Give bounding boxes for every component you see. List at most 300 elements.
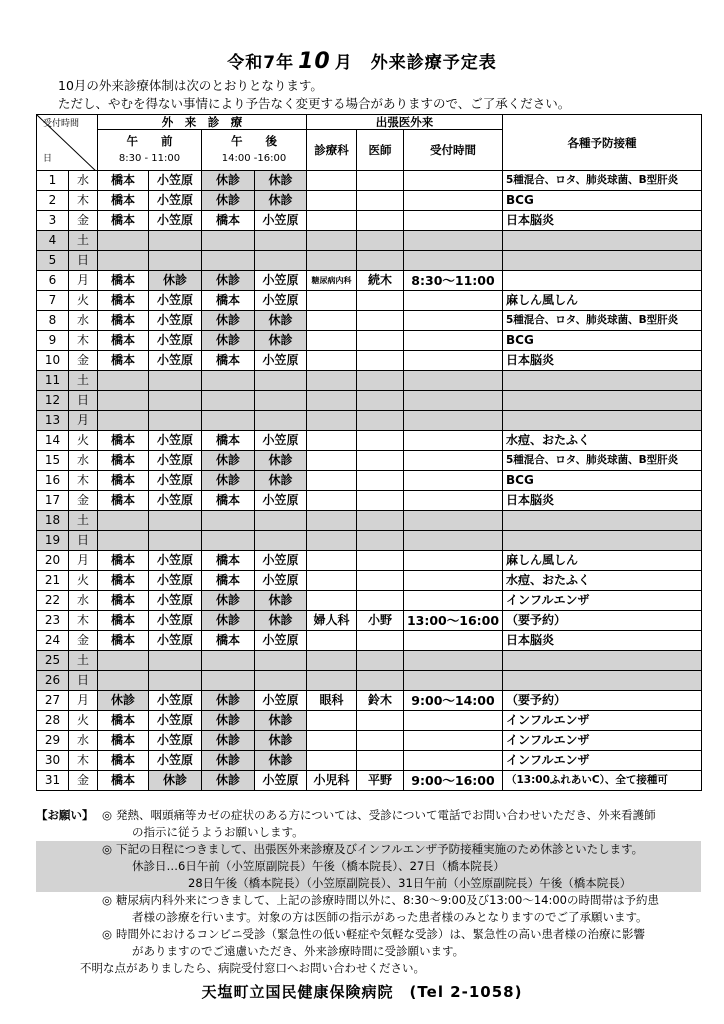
- header-am-time: 8:30 - 11:00: [118, 153, 181, 164]
- clinic-p1-cell: 橋本: [202, 551, 255, 571]
- table-row: [37, 671, 702, 691]
- clinic-a1-cell: 橋本: [98, 191, 149, 211]
- time-cell: [404, 431, 503, 451]
- clinic-a2-cell: [149, 671, 202, 691]
- vaccine-cell: （13:00ふれあいC）、全て接種可: [503, 771, 702, 791]
- doctor-cell: [357, 171, 404, 191]
- clinic-a2-cell: 小笠原: [149, 211, 202, 231]
- dept-cell: [307, 311, 357, 331]
- doctor-cell: [357, 451, 404, 471]
- dept-cell: [307, 331, 357, 351]
- dept-cell: [307, 731, 357, 751]
- vaccine-cell: 日本脳炎: [503, 491, 702, 511]
- clinic-p2-cell: [255, 411, 307, 431]
- clinic-p1-cell: [202, 511, 255, 531]
- note-3-line-1: 糖尿病内科外来につきまして、上記の診療時間以外に、8:30～9:00及び13:00～14:00の時間帯は予約患: [116, 893, 659, 907]
- table-row: [37, 171, 702, 191]
- clinic-a1-cell: 橋本: [98, 311, 149, 331]
- time-cell: [404, 671, 503, 691]
- clinic-p2-cell: 小笠原: [255, 211, 307, 231]
- vaccine-cell: インフルエンザ: [503, 711, 702, 731]
- clinic-a2-cell: [149, 371, 202, 391]
- doctor-cell: [357, 751, 404, 771]
- clinic-a1-cell: [98, 391, 149, 411]
- clinic-p1-cell: 休診: [202, 171, 255, 191]
- clinic-a1-cell: [98, 531, 149, 551]
- clinic-a1-cell: 橋本: [98, 171, 149, 191]
- weekday-cell: 水: [69, 591, 98, 611]
- weekday-cell: 木: [69, 611, 98, 631]
- time-cell: [404, 411, 503, 431]
- intro-line-1: 10月の外来診療体制は次のとおりとなります。: [58, 78, 323, 93]
- dept-cell: [307, 371, 357, 391]
- clinic-a1-cell: 橋本: [98, 351, 149, 371]
- time-cell: [404, 211, 503, 231]
- clinic-a2-cell: 小笠原: [149, 711, 202, 731]
- time-cell: [404, 491, 503, 511]
- dept-cell: [307, 711, 357, 731]
- table-row: [37, 691, 702, 711]
- time-cell: 13:00～16:00: [404, 611, 503, 631]
- table-row: [37, 511, 702, 531]
- table-row: [37, 391, 702, 411]
- doctor-cell: [357, 711, 404, 731]
- doctor-cell: [357, 671, 404, 691]
- doctor-cell: 続木: [357, 271, 404, 291]
- dept-cell: [307, 411, 357, 431]
- doctor-cell: [357, 551, 404, 571]
- clinic-p2-cell: 小笠原: [255, 571, 307, 591]
- clinic-p1-cell: [202, 531, 255, 551]
- day-cell: 24: [37, 631, 69, 651]
- time-cell: [404, 191, 503, 211]
- day-cell: 21: [37, 571, 69, 591]
- time-cell: [404, 571, 503, 591]
- table-row: [37, 271, 702, 291]
- clinic-p2-cell: [255, 391, 307, 411]
- clinic-a1-cell: 橋本: [98, 431, 149, 451]
- clinic-a2-cell: 小笠原: [149, 431, 202, 451]
- clinic-p1-cell: [202, 371, 255, 391]
- day-cell: 5: [37, 251, 69, 271]
- weekday-cell: 金: [69, 631, 98, 651]
- doctor-cell: 鈴木: [357, 691, 404, 711]
- schedule-table: [36, 114, 702, 791]
- weekday-cell: 月: [69, 411, 98, 431]
- clinic-a1-cell: 橋本: [98, 571, 149, 591]
- weekday-cell: 金: [69, 211, 98, 231]
- header-am-label: 午 前: [126, 134, 173, 148]
- day-cell: 8: [37, 311, 69, 331]
- vaccine-cell: [503, 511, 702, 531]
- time-cell: [404, 471, 503, 491]
- clinic-a1-cell: [98, 251, 149, 271]
- clinic-p1-cell: 橋本: [202, 211, 255, 231]
- time-cell: 8:30～11:00: [404, 271, 503, 291]
- dept-cell: [307, 491, 357, 511]
- clinic-a1-cell: 橋本: [98, 211, 149, 231]
- table-row: [37, 331, 702, 351]
- note-3: [36, 892, 701, 926]
- clinic-p1-cell: [202, 391, 255, 411]
- day-cell: 13: [37, 411, 69, 431]
- weekday-cell: 火: [69, 711, 98, 731]
- corner-bottom-label: 日: [43, 154, 53, 164]
- clinic-a1-cell: [98, 231, 149, 251]
- dept-cell: [307, 391, 357, 411]
- time-cell: [404, 391, 503, 411]
- clinic-a1-cell: 橋本: [98, 611, 149, 631]
- day-cell: 15: [37, 451, 69, 471]
- dept-cell: [307, 191, 357, 211]
- dept-cell: [307, 631, 357, 651]
- dept-cell: [307, 211, 357, 231]
- day-cell: 14: [37, 431, 69, 451]
- table-row: [37, 311, 702, 331]
- doctor-cell: [357, 211, 404, 231]
- vaccine-cell: インフルエンザ: [503, 731, 702, 751]
- clinic-p1-cell: 休診: [202, 591, 255, 611]
- doctor-cell: [357, 511, 404, 531]
- clinic-p2-cell: 小笠原: [255, 771, 307, 791]
- vaccine-cell: 日本脳炎: [503, 351, 702, 371]
- clinic-a2-cell: 小笠原: [149, 311, 202, 331]
- clinic-a1-cell: 休診: [98, 691, 149, 711]
- clinic-p2-cell: 休診: [255, 711, 307, 731]
- time-cell: 9:00～14:00: [404, 691, 503, 711]
- table-row: [37, 251, 702, 271]
- doctor-cell: [357, 191, 404, 211]
- corner-top-label: 受付時間: [43, 119, 80, 129]
- day-cell: 29: [37, 731, 69, 751]
- clinic-a2-cell: 小笠原: [149, 471, 202, 491]
- time-cell: [404, 551, 503, 571]
- header-am: [98, 130, 202, 171]
- day-cell: 9: [37, 331, 69, 351]
- corner-cell: [37, 115, 98, 171]
- hospital-footer: 天塩町立国民健康保険病院 (Tel 2-1058): [201, 983, 523, 1001]
- clinic-p2-cell: 小笠原: [255, 431, 307, 451]
- header-pm: [202, 130, 307, 171]
- vaccine-cell: [503, 251, 702, 271]
- vaccine-cell: 麻しん風しん: [503, 291, 702, 311]
- dept-cell: [307, 591, 357, 611]
- clinic-a1-cell: [98, 511, 149, 531]
- clinic-a2-cell: [149, 231, 202, 251]
- dept-cell: 小児科: [307, 771, 357, 791]
- header-row-1: [37, 115, 702, 130]
- weekday-cell: 水: [69, 311, 98, 331]
- time-cell: [404, 451, 503, 471]
- vaccine-cell: [503, 411, 702, 431]
- clinic-p1-cell: 橋本: [202, 491, 255, 511]
- vaccine-cell: [503, 671, 702, 691]
- dept-cell: [307, 751, 357, 771]
- title-era: 令和7年: [227, 53, 295, 73]
- note-1-line-2: の指示に従うようお願いします。: [132, 825, 304, 839]
- notes-section: [36, 807, 701, 977]
- vaccine-cell: [503, 531, 702, 551]
- dept-cell: [307, 231, 357, 251]
- time-cell: [404, 511, 503, 531]
- note-3-line-2: 者様の診療を行います。対象の方は医師の指示があった患者様のみとなりますのでご了承願います。: [132, 910, 648, 924]
- table-row: [37, 411, 702, 431]
- table-row: [37, 651, 702, 671]
- note-mark: ◎: [102, 842, 113, 856]
- table-row: [37, 431, 702, 451]
- time-cell: [404, 251, 503, 271]
- header-time: 受付時間: [404, 130, 503, 171]
- header-gairai: 外 来 診 療: [98, 115, 307, 130]
- weekday-cell: 土: [69, 371, 98, 391]
- clinic-a1-cell: 橋本: [98, 471, 149, 491]
- doctor-cell: [357, 631, 404, 651]
- vaccine-cell: インフルエンザ: [503, 591, 702, 611]
- note-2: [36, 841, 701, 892]
- clinic-a2-cell: 小笠原: [149, 351, 202, 371]
- table-row: [37, 371, 702, 391]
- weekday-cell: 月: [69, 691, 98, 711]
- day-cell: 12: [37, 391, 69, 411]
- time-cell: [404, 631, 503, 651]
- clinic-p1-cell: 休診: [202, 191, 255, 211]
- intro-line-2: ただし、やむを得ない事情により予告なく変更する場合がありますので、ご了承ください。: [58, 96, 571, 111]
- weekday-cell: 金: [69, 491, 98, 511]
- weekday-cell: 月: [69, 551, 98, 571]
- table-row: [37, 191, 702, 211]
- doctor-cell: [357, 431, 404, 451]
- doctor-cell: [357, 411, 404, 431]
- day-cell: 6: [37, 271, 69, 291]
- weekday-cell: 日: [69, 671, 98, 691]
- day-cell: 17: [37, 491, 69, 511]
- clinic-a2-cell: [149, 531, 202, 551]
- dept-cell: 婦人科: [307, 611, 357, 631]
- clinic-p2-cell: 休診: [255, 731, 307, 751]
- note-mark: ◎: [102, 893, 113, 907]
- clinic-a2-cell: 小笠原: [149, 631, 202, 651]
- vaccine-cell: 日本脳炎: [503, 211, 702, 231]
- clinic-a2-cell: 小笠原: [149, 291, 202, 311]
- dept-cell: [307, 351, 357, 371]
- clinic-a1-cell: 橋本: [98, 771, 149, 791]
- clinic-p1-cell: 休診: [202, 771, 255, 791]
- day-cell: 16: [37, 471, 69, 491]
- header-pm-label: 午 後: [231, 134, 277, 148]
- clinic-p1-cell: 休診: [202, 611, 255, 631]
- doctor-cell: [357, 231, 404, 251]
- day-cell: 23: [37, 611, 69, 631]
- time-cell: [404, 371, 503, 391]
- dept-cell: [307, 531, 357, 551]
- title-text: 月 外来診療予定表: [334, 53, 497, 73]
- note-2-line-2: 休診日…6日午前（小笠原副院長）午後（橋本院長）、27日（橋本院長）: [132, 859, 505, 873]
- dept-cell: [307, 171, 357, 191]
- weekday-cell: 土: [69, 651, 98, 671]
- clinic-p1-cell: 橋本: [202, 571, 255, 591]
- clinic-p2-cell: 休診: [255, 471, 307, 491]
- table-row: [37, 631, 702, 651]
- clinic-p2-cell: 小笠原: [255, 631, 307, 651]
- clinic-p2-cell: 休診: [255, 751, 307, 771]
- clinic-a1-cell: 橋本: [98, 751, 149, 771]
- table-row: [37, 471, 702, 491]
- time-cell: [404, 171, 503, 191]
- clinic-a1-cell: 橋本: [98, 271, 149, 291]
- table-row: [37, 771, 702, 791]
- clinic-p2-cell: 小笠原: [255, 491, 307, 511]
- clinic-a1-cell: 橋本: [98, 451, 149, 471]
- doctor-cell: [357, 291, 404, 311]
- clinic-p2-cell: [255, 671, 307, 691]
- clinic-a1-cell: 橋本: [98, 331, 149, 351]
- weekday-cell: 火: [69, 431, 98, 451]
- doctor-cell: [357, 471, 404, 491]
- day-cell: 4: [37, 231, 69, 251]
- doctor-cell: [357, 371, 404, 391]
- doctor-cell: 平野: [357, 771, 404, 791]
- clinic-a1-cell: [98, 671, 149, 691]
- clinic-p2-cell: 小笠原: [255, 351, 307, 371]
- vaccine-cell: BCG: [503, 191, 702, 211]
- time-cell: [404, 711, 503, 731]
- dept-cell: [307, 471, 357, 491]
- clinic-p1-cell: 休診: [202, 331, 255, 351]
- clinic-a2-cell: 小笠原: [149, 491, 202, 511]
- clinic-p2-cell: 休診: [255, 311, 307, 331]
- table-row: [37, 291, 702, 311]
- note-2-line-1: 下記の日程につきまして、出張医外来診療及びインフルエンザ予防接種実施のため休診といたします。: [116, 842, 644, 856]
- doctor-cell: [357, 731, 404, 751]
- weekday-cell: 火: [69, 291, 98, 311]
- table-row: [37, 751, 702, 771]
- weekday-cell: 水: [69, 731, 98, 751]
- day-cell: 20: [37, 551, 69, 571]
- table-row: [37, 491, 702, 511]
- doctor-cell: [357, 651, 404, 671]
- clinic-p1-cell: 橋本: [202, 631, 255, 651]
- clinic-p2-cell: [255, 511, 307, 531]
- clinic-p1-cell: 橋本: [202, 431, 255, 451]
- clinic-a2-cell: 小笠原: [149, 611, 202, 631]
- doctor-cell: [357, 591, 404, 611]
- dept-cell: [307, 551, 357, 571]
- clinic-p1-cell: 休診: [202, 451, 255, 471]
- vaccine-cell: （要予約）: [503, 611, 702, 631]
- vaccine-cell: [503, 271, 702, 291]
- doctor-cell: [357, 311, 404, 331]
- note-4-line-1: 時間外におけるコンビニ受診（緊急性の低い軽症や気軽な受診）は、緊急性の高い患者様の治療に影響: [116, 927, 645, 941]
- dept-cell: [307, 251, 357, 271]
- day-cell: 28: [37, 711, 69, 731]
- notes-label: 【お願い】: [36, 808, 94, 822]
- clinic-a2-cell: 小笠原: [149, 731, 202, 751]
- vaccine-cell: 日本脳炎: [503, 631, 702, 651]
- time-cell: [404, 311, 503, 331]
- time-cell: [404, 731, 503, 751]
- clinic-a1-cell: [98, 411, 149, 431]
- day-cell: 25: [37, 651, 69, 671]
- clinic-a1-cell: 橋本: [98, 591, 149, 611]
- dept-cell: [307, 511, 357, 531]
- doctor-cell: [357, 331, 404, 351]
- clinic-a2-cell: 小笠原: [149, 171, 202, 191]
- weekday-cell: 木: [69, 751, 98, 771]
- dept-cell: [307, 291, 357, 311]
- weekday-cell: 日: [69, 251, 98, 271]
- vaccine-cell: 水痘、おたふく: [503, 571, 702, 591]
- clinic-p2-cell: 休診: [255, 611, 307, 631]
- day-cell: 1: [37, 171, 69, 191]
- clinic-a2-cell: 小笠原: [149, 571, 202, 591]
- day-cell: 18: [37, 511, 69, 531]
- table-row: [37, 211, 702, 231]
- time-cell: 9:00～16:00: [404, 771, 503, 791]
- clinic-a2-cell: 小笠原: [149, 751, 202, 771]
- title-month: 10: [298, 49, 331, 74]
- clinic-a2-cell: 小笠原: [149, 191, 202, 211]
- header-pm-time: 14:00 -16:00: [221, 153, 287, 164]
- vaccine-cell: BCG: [503, 331, 702, 351]
- time-cell: [404, 591, 503, 611]
- clinic-p2-cell: [255, 371, 307, 391]
- day-cell: 11: [37, 371, 69, 391]
- clinic-a1-cell: 橋本: [98, 731, 149, 751]
- doctor-cell: [357, 351, 404, 371]
- dept-cell: [307, 671, 357, 691]
- header-shutcho: 出張医外来: [307, 115, 503, 130]
- dept-cell: [307, 651, 357, 671]
- vaccine-cell: [503, 231, 702, 251]
- note-mark: ◎: [102, 927, 113, 941]
- doctor-cell: [357, 491, 404, 511]
- clinic-a2-cell: [149, 391, 202, 411]
- clinic-a2-cell: [149, 251, 202, 271]
- clinic-p2-cell: [255, 531, 307, 551]
- header-doctor: 医師: [357, 130, 404, 171]
- weekday-cell: 土: [69, 511, 98, 531]
- table-row: [37, 531, 702, 551]
- clinic-p2-cell: 休診: [255, 591, 307, 611]
- header-vaccine: 各種予防接種: [503, 115, 702, 171]
- doctor-cell: [357, 251, 404, 271]
- note-1: [36, 807, 701, 841]
- table-row: [37, 231, 702, 251]
- clinic-p1-cell: 橋本: [202, 291, 255, 311]
- clinic-a1-cell: 橋本: [98, 291, 149, 311]
- time-cell: [404, 231, 503, 251]
- vaccine-cell: [503, 391, 702, 411]
- clinic-a2-cell: 小笠原: [149, 331, 202, 351]
- clinic-a1-cell: 橋本: [98, 631, 149, 651]
- clinic-p1-cell: 休診: [202, 471, 255, 491]
- table-row: [37, 451, 702, 471]
- clinic-p1-cell: 休診: [202, 731, 255, 751]
- page-title: [0, 48, 724, 74]
- dept-cell: [307, 431, 357, 451]
- vaccine-cell: 5種混合、ロタ、肺炎球菌、B型肝炎: [503, 311, 702, 331]
- clinic-p2-cell: 休診: [255, 191, 307, 211]
- time-cell: [404, 751, 503, 771]
- clinic-p1-cell: 休診: [202, 271, 255, 291]
- time-cell: [404, 351, 503, 371]
- vaccine-cell: [503, 371, 702, 391]
- clinic-p1-cell: [202, 231, 255, 251]
- clinic-a2-cell: 小笠原: [149, 551, 202, 571]
- clinic-p1-cell: 休診: [202, 751, 255, 771]
- table-row: [37, 731, 702, 751]
- vaccine-cell: 水痘、おたふく: [503, 431, 702, 451]
